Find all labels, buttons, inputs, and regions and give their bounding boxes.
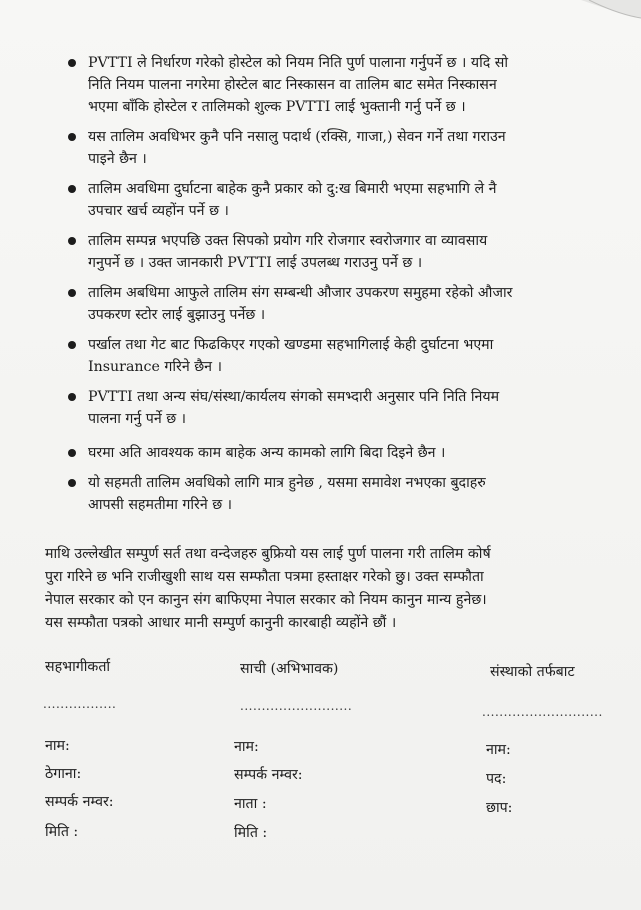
bullet-icon [68,59,76,67]
term-item [68,442,628,464]
bullet-icon [68,393,76,401]
participant-signature-line: ................. [43,697,117,711]
term-text: घरमा अति आवश्यक काम बाहेक अन्य कामको लागि बिदा दिइने छैन । [88,445,446,461]
term-item [68,334,628,378]
term-text: यस तालिम अवधिभर कुनै पनि नसालु पदार्थ (रक्सि, गाजा,) सेवन गर्ने तथा गराउन पाइने छैन । [88,129,506,167]
term-text: तालिम सम्पन्न भएपछि उक्त सिपको प्रयोग गरि रोजगार स्वरोजगार वा व्यावसाय गनुपर्ने छ । उक्त जानकारी PVTTI लाई उपलब्ध गराउनु पर्ने छ । [88,233,488,271]
institution-name-label: नाम: [486,742,511,758]
term-item [68,230,628,274]
institution-signature-line: ............................ [482,705,603,719]
participant-address-label: ठेगाना: [45,766,82,782]
participant-name-label: नाम: [45,738,70,754]
term-text: PVTTI तथा अन्य संघ/संस्था/कार्यलय संगको समभ्दारी अनुसार पनि निति नियम पालना गर्नु पर्ने छ । [88,389,500,427]
term-text: पर्खाल तथा गेट बाट फिढकिएर गएको खण्डमा सहभागिलाई केही दुर्घाटना भएमा Insurance गरिने छैन । [88,337,494,375]
term-item [68,282,628,326]
term-text: तालिम अवधिमा दुर्घाटना बाहेक कुनै प्रकार को दु:ख बिमारी भएमा सहभागि ले नै उपचार खर्च व्यहोंन पर्ने छ । [88,181,497,219]
participant-date-label: मिति : [45,824,79,840]
term-text: यो सहमती तालिम अवधिको लागि मात्र हुनेछ , यसमा समावेश नभएका बुदाहरु आपसी सहमतीमा गरिने छ । [88,475,486,513]
participant-heading: सहभागीकर्ता [45,659,111,675]
institution-seal-label: छाप: [486,800,513,816]
term-item [68,126,628,170]
term-item [68,178,628,222]
bullet-icon [68,237,76,245]
witness-heading: साची (अभिभावक) [240,661,339,677]
term-text: तालिम अबधिमा आफुले तालिम संग सम्बन्धी औजार उपकरण समुहमा रहेको औजार उपकरण स्टोर लाई बुझाउनु पर्नेछ । [88,285,513,323]
participant-contact-label: सम्पर्क नम्वर: [45,794,114,810]
bullet-icon [68,449,76,457]
bullet-icon [68,289,76,297]
bullet-icon [68,185,76,193]
term-item [68,386,628,430]
bullet-icon [68,341,76,349]
term-item [68,472,628,516]
term-text: PVTTI ले निर्धारण गरेको होस्टेल को नियम निति पुर्ण पालाना गर्नुपर्ने छ । यदि सो निति नियम पालना नगरेमा होस्टेल बाट निस्कासन वा तालिम बाट समेत निस्कासन भएमा बाँकि होस्टेल र तालिमको शुल्क PVTTI लाई भुक्तानी गर्नु पर्ने छ । [88,55,509,115]
term-item [68,52,628,118]
witness-name-label: नाम: [234,739,259,755]
institution-heading: संस्थाको तर्फबाट [490,664,575,680]
witness-date-label: मिति : [234,825,268,841]
witness-signature-line: .......................... [240,699,353,713]
witness-relation-label: नाता : [234,796,267,812]
page-corner-curl-icon [581,0,641,60]
agreement-summary: माथि उल्लेखीत सम्पुर्ण सर्त तथा वन्देजहरु बुफ्रियो यस लाई पुर्ण पालना गरी तालिम कोर्ष पुरा गरिने छ भनि राजीखुशी साथ यस सम्फौता पत्रमा हस्ताक्षर गरेको छु। उक्त सम्फौता नेपाल सरकार को एन कानुन संग बाफिएमा नेपाल सरकार को नियम कानुन मान्य हुनेछ। यस सम्फौता पत्रको आधार मानी सम्पुर्ण कानुनी कारबाही व्यहोंने छौं । [45,546,491,631]
witness-contact-label: सम्पर्क नम्वर: [234,767,303,783]
terms-list [68,52,628,524]
bullet-icon [68,479,76,487]
institution-position-label: पद: [486,771,507,787]
bullet-icon [68,133,76,141]
